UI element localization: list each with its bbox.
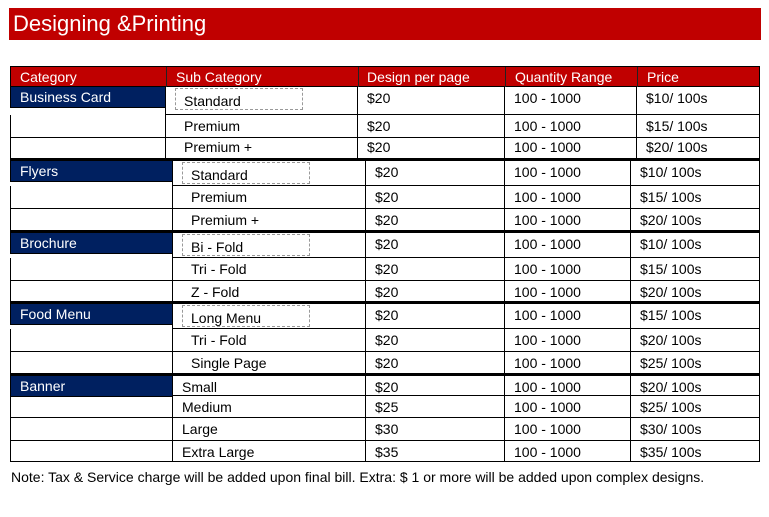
quantity-range-cell-text: 100 - 1000: [514, 421, 581, 437]
table-row: [10, 209, 760, 231]
header-quantity-range: Quantity Range: [515, 69, 613, 85]
design-price-cell: [365, 418, 504, 441]
sub-category-cell: [172, 418, 365, 441]
quantity-range-cell: [504, 352, 630, 374]
sub-category-cell: [172, 329, 365, 352]
header-sub-category: Sub Category: [176, 69, 262, 85]
price-cell-text: $10/ 100s: [640, 164, 702, 180]
price-cell-text: $15/ 100s: [640, 189, 702, 205]
price-cell: [630, 186, 760, 209]
quantity-range-cell: [504, 304, 630, 329]
price-cell: [630, 441, 760, 462]
quantity-range-cell-text: 100 - 1000: [514, 379, 581, 395]
price-cell-text: $25/ 100s: [640, 355, 702, 371]
price-cell-text: $20/ 100s: [640, 212, 702, 228]
price-cell: [630, 281, 760, 302]
header-price: Price: [647, 69, 679, 85]
quantity-range-cell-text: 100 - 1000: [514, 90, 581, 106]
quantity-range-cell: [504, 258, 630, 281]
category-label: Banner: [20, 378, 66, 394]
sub-category-cell: [165, 115, 357, 138]
price-cell-text: $15/ 100s: [640, 261, 702, 277]
design-price-cell-text: $20: [375, 379, 399, 395]
quantity-range-cell: [504, 233, 630, 258]
quantity-range-cell-text: 100 - 1000: [514, 139, 581, 155]
price-cell: [630, 329, 760, 352]
quantity-range-cell: [504, 161, 630, 186]
design-price-cell-text: $20: [375, 307, 399, 323]
sub-category-cell-text: Single Page: [191, 355, 267, 371]
table-header: [10, 66, 760, 87]
sub-category-cell-text: Premium: [191, 189, 248, 205]
quantity-range-cell: [504, 376, 630, 396]
table-row: [10, 396, 760, 418]
category-cell: [10, 329, 172, 352]
price-cell-text: $10/ 100s: [640, 236, 702, 252]
design-price-cell: [365, 161, 504, 186]
sub-category-cell: [172, 281, 365, 302]
design-price-cell-text: $20: [375, 332, 399, 348]
sub-category-cell-text: Tri - Fold: [191, 261, 247, 277]
design-price-cell: [365, 281, 504, 302]
category-cell: [10, 396, 172, 418]
table-row: [10, 329, 760, 352]
category-cell: [10, 376, 172, 397]
sub-category-cell-text: Premium: [184, 118, 241, 134]
design-price-cell: [365, 376, 504, 396]
price-cell: [630, 304, 760, 329]
design-price-cell-text: $20: [375, 189, 399, 205]
table-row: [10, 441, 760, 462]
design-price-cell-text: $20: [367, 90, 391, 106]
quantity-range-cell: [504, 87, 636, 115]
table-row: [10, 231, 760, 258]
sub-category-cell-text: Small: [182, 379, 218, 395]
quantity-range-cell: [504, 418, 630, 441]
sub-category-cell: [172, 258, 365, 281]
price-cell: [630, 418, 760, 441]
design-price-cell: [365, 186, 504, 209]
category-cell: [10, 352, 172, 374]
sub-category-cell: [172, 233, 365, 258]
design-price-cell: [357, 87, 504, 115]
price-cell: [630, 258, 760, 281]
sub-category-cell-text: Bi - Fold: [191, 239, 244, 255]
price-cell: [636, 115, 760, 138]
quantity-range-cell: [504, 209, 630, 231]
price-cell-text: $20/ 100s: [640, 284, 702, 300]
design-price-cell-text: $35: [375, 444, 399, 460]
sub-category-cell: [172, 376, 365, 396]
quantity-range-cell-text: 100 - 1000: [514, 189, 581, 205]
category-cell: [10, 281, 172, 302]
sub-category-cell-text: Large: [182, 421, 218, 437]
sub-category-cell: [165, 136, 357, 159]
design-price-cell: [365, 233, 504, 258]
quantity-range-cell-text: 100 - 1000: [514, 332, 581, 348]
price-cell-text: $10/ 100s: [646, 90, 708, 106]
category-cell: [10, 161, 172, 182]
quantity-range-cell: [504, 281, 630, 302]
design-price-cell: [357, 136, 504, 159]
quantity-range-cell: [504, 115, 636, 138]
design-price-cell-text: $20: [375, 164, 399, 180]
table-row: [10, 281, 760, 302]
price-cell-text: $30/ 100s: [640, 421, 702, 437]
category-cell: [10, 233, 172, 254]
design-price-cell-text: $20: [375, 236, 399, 252]
sub-category-cell: [165, 87, 357, 115]
price-cell: [630, 396, 760, 418]
category-cell: [10, 136, 165, 159]
table-row: [10, 115, 760, 138]
design-price-cell: [365, 209, 504, 231]
design-price-cell: [365, 304, 504, 329]
price-cell: [630, 161, 760, 186]
sub-category-cell-text: Medium: [182, 399, 232, 415]
quantity-range-cell-text: 100 - 1000: [514, 261, 581, 277]
price-cell-text: $20/ 100s: [640, 379, 702, 395]
design-price-cell: [365, 258, 504, 281]
table-row: [10, 352, 760, 374]
category-cell: [10, 441, 172, 462]
sub-category-cell-text: Premium +: [184, 139, 253, 155]
quantity-range-cell-text: 100 - 1000: [514, 118, 581, 134]
quantity-range-cell-text: 100 - 1000: [514, 355, 581, 371]
sub-category-cell-text: Long Menu: [191, 310, 262, 326]
design-price-cell-text: $25: [375, 399, 399, 415]
price-cell: [636, 87, 760, 115]
quantity-range-cell: [504, 329, 630, 352]
quantity-range-cell: [504, 186, 630, 209]
quantity-range-cell-text: 100 - 1000: [514, 399, 581, 415]
category-cell: [10, 186, 172, 209]
category-cell: [10, 209, 172, 231]
category-cell: [10, 304, 172, 325]
table-row: [10, 374, 760, 396]
price-cell-text: $20/ 100s: [640, 332, 702, 348]
price-cell: [630, 352, 760, 374]
page-title: Designing &Printing: [9, 8, 761, 40]
design-price-cell: [365, 396, 504, 418]
price-cell-text: $20/ 100s: [646, 139, 708, 155]
price-cell-text: $15/ 100s: [646, 118, 708, 134]
sub-category-cell: [172, 161, 365, 186]
design-price-cell-text: $30: [375, 421, 399, 437]
price-cell-text: $25/ 100s: [640, 399, 702, 415]
table-row: [10, 258, 760, 281]
price-cell: [636, 136, 760, 159]
category-label: Flyers: [20, 163, 59, 179]
table-row: [10, 418, 760, 441]
sub-category-cell: [172, 396, 365, 418]
price-cell-text: $35/ 100s: [640, 444, 702, 460]
quantity-range-cell: [504, 441, 630, 462]
design-price-cell: [365, 441, 504, 462]
category-cell: [10, 87, 165, 108]
design-price-cell-text: $20: [367, 139, 391, 155]
category-label: Food Menu: [20, 306, 91, 322]
category-label: Brochure: [20, 235, 77, 251]
price-cell: [630, 233, 760, 258]
category-cell: [10, 418, 172, 441]
table-row: [10, 159, 760, 186]
header-design-per-page: Design per page: [367, 69, 470, 85]
sub-category-cell-text: Standard: [184, 93, 241, 109]
sub-category-cell: [172, 441, 365, 462]
category-cell: [10, 115, 165, 138]
table-row: [10, 87, 760, 115]
quantity-range-cell-text: 100 - 1000: [514, 236, 581, 252]
quantity-range-cell-text: 100 - 1000: [514, 164, 581, 180]
sub-category-cell: [172, 352, 365, 374]
design-price-cell: [365, 329, 504, 352]
quantity-range-cell-text: 100 - 1000: [514, 284, 581, 300]
table-row: [10, 302, 760, 329]
design-price-cell-text: $20: [375, 261, 399, 277]
quantity-range-cell-text: 100 - 1000: [514, 444, 581, 460]
sub-category-cell-text: Premium +: [191, 212, 260, 228]
sub-category-cell-text: Standard: [191, 167, 248, 183]
sub-category-cell: [172, 209, 365, 231]
design-price-cell: [365, 352, 504, 374]
table-row: [10, 136, 760, 159]
design-price-cell-text: $20: [375, 284, 399, 300]
design-price-cell-text: $20: [367, 118, 391, 134]
sub-category-cell-text: Tri - Fold: [191, 332, 247, 348]
category-cell: [10, 258, 172, 281]
quantity-range-cell-text: 100 - 1000: [514, 212, 581, 228]
sub-category-cell: [172, 186, 365, 209]
design-price-cell-text: $20: [375, 355, 399, 371]
design-price-cell-text: $20: [375, 212, 399, 228]
footer-note: Note: Tax & Service charge will be added upon final bill. Extra: $ 1 or more will be added upon complex designs.: [11, 469, 705, 485]
quantity-range-cell-text: 100 - 1000: [514, 307, 581, 323]
table-row: [10, 186, 760, 209]
sub-category-cell-text: Extra Large: [182, 444, 255, 460]
category-label: Business Card: [20, 89, 112, 105]
price-cell: [630, 376, 760, 396]
design-price-cell: [357, 115, 504, 138]
price-cell-text: $15/ 100s: [640, 307, 702, 323]
price-cell: [630, 209, 760, 231]
header-category: Category: [20, 69, 77, 85]
quantity-range-cell: [504, 136, 636, 159]
sub-category-cell-text: Z - Fold: [191, 284, 240, 300]
quantity-range-cell: [504, 396, 630, 418]
sub-category-cell: [172, 304, 365, 329]
